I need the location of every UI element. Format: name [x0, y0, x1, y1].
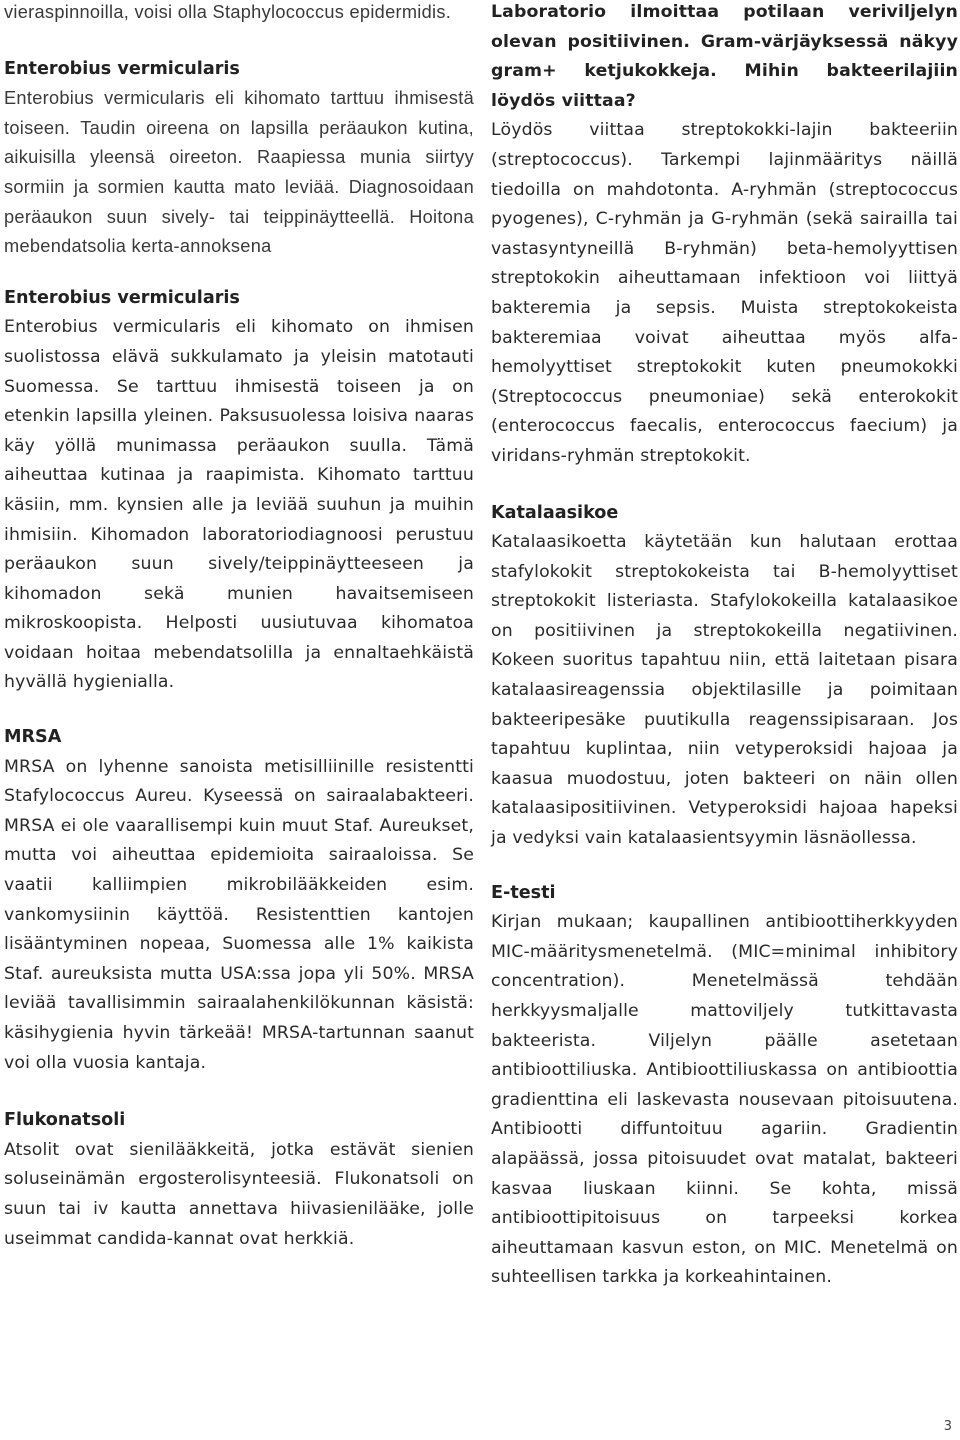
section-heading: E-testi [491, 882, 556, 903]
section-heading: Enterobius vermicularis [4, 287, 240, 308]
section-text: Kirjan mukaan; kaupallinen antibioottiherkkyyden MIC-määritysmenetelmä. (MIC=minimal inhibitory concentration). Menetelmässä tehdään herkkyysmaljalle mattoviljely tutkittavasta bakteerista. Viljelyn päälle asetetaan antibioottiliuska. Antibioottiliuskassa on antibioottia gradienttina eli laskevasta nousevaan pitoisuutena. Antibiootti diffuntoituu agariin. Gradientin alapäässä, jossa pitoisuudet ovat matalat, bakteeri kasvaa liuskaan kiinni. Se kohta, missä antibioottipitoisuus on tarpeeksi korkea aiheuttamaan kasvun eston, on MIC. Menetelmä on suhteellisen tarkka ja korkeahintainen. [491, 912, 958, 1288]
intro-fragment-block [4, 0, 474, 28]
section-text: Enterobius vermicularis eli kihomato tarttuu ihmisestä toiseen. Taudin oireena on lapsilla peräaukon kutina, aikuisilla yleensä oireeton. Raapiessa munia siirtyy sormiin ja sormien kautta mato leviää. Diagnosoidaan peräaukon suun sively- tai teippinäytteellä. Hoitona mebendatsolia kerta-annoksena [4, 88, 474, 257]
section-mrsa [4, 723, 474, 1078]
section-text: MRSA on lyhenne sanoista metisilliinille resistentti Stafylococcus Aureu. Kyseessä on sairaalabakteeri. MRSA ei ole vaarallisempi kuin muut Staf. Aureukset, mutta voi aiheuttaa epidemioita sairaaloissa. Se vaatii kalliimpien mikrobilääkkeiden esim. vankomysiinin käyttöä. Resistenttien kantojen lisääntyminen nopeaa, Suomessa alle 1% kaikista Staf. aureuksista mutta USA:ssa jopa yli 50%. MRSA leviää tavallisimmin sairaalahenkilökunnan käsistä: käsihygienia hyvin tärkeää! MRSA-tartunnan saanut voi olla vuosia kantaja. [4, 756, 474, 1073]
section-katalaasikoe [491, 499, 958, 854]
section-heading: Enterobius vermicularis [4, 58, 240, 79]
case-question: Laboratorio ilmoittaa potilaan veriviljelyn olevan positiivinen. Gram-värjäyksessä näkyy gram+ ketjukokkeja. Mihin bakteerilajiin löydös viittaa? [491, 2, 958, 111]
right-column [491, 0, 958, 1288]
section-text: Enterobius vermicularis eli kihomato on ihmisen suolistossa elävä sukkulamato ja yleisin matotauti Suomessa. Se tarttuu ihmisestä toiseen ja on etenkin lapsilla yleinen. Paksusuolessa loisiva naaras käy yöllä munimassa peräaukon suulla. Tämä aiheuttaa kutinaa ja raapimista. Kihomato tarttuu käsiin, mm. kynsien alle ja leviää suuhun ja muihin ihmisiin. Kihomadon laboratoriodiagnoosi perustuu peräaukon suun sively/teippinäytteeseen ja kihomadon sekä munien havaitsemiseen mikroskoopista. Helposti uusiutuvaa kihomatoa voidaan hoitaa mebendatsolilla ja ennaltaehkäistä hyvällä hygienialla. [4, 317, 474, 693]
section-flukonatsoli [4, 1106, 474, 1254]
section-e-testi [491, 879, 958, 1293]
intro-fragment: vieraspinnoilla, voisi olla Staphylococcus epidermidis. [4, 2, 452, 22]
section-heading: MRSA [4, 727, 62, 748]
section-enterobius-1 [4, 55, 474, 262]
section-heading: Katalaasikoe [491, 502, 619, 523]
section-text: Katalaasikoetta käytetään kun halutaan erottaa stafylokokit streptokokeista tai B-hemolyyttiset streptokokit listeriasta. Stafylokokeilla katalaasikoe on positiivinen ja streptokokeilla negatiivinen. Kokeen suoritus tapahtuu niin, että laitetaan pisara katalaasireagenssia objektilasille ja poimitaan bakteeripesäke puutikulla reagenssipisaraan. Jos tapahtuu kuplintaa, niin vetyperoksidi hajoaa ja kaasua muodostuu, joten bakteeri on näin ollen katalaasipositiivinen. Vetyperoksidi hajoaa hapeksi ja vedyksi vain katalaasientsyymin läsnäollessa. [491, 532, 958, 849]
left-column [4, 0, 474, 1249]
case-question-block [491, 0, 958, 472]
section-text: Atsolit ovat sienilääkkeitä, jotka estävät sienien soluseinämän ergosterolisynteesiä. Flukonatsoli on suun tai iv kautta annettava hiivasienilääke, jolle useimmat candida-kannat ovat herkkiä. [4, 1139, 474, 1249]
section-heading: Flukonatsoli [4, 1110, 126, 1131]
page-number: 3 [943, 1419, 952, 1434]
case-answer: Löydös viittaa streptokokki-lajin bakteeriin (streptococcus). Tarkempi lajinmääritys näillä tiedoilla on mahdotonta. A-ryhmän (streptococcus pyogenes), C-ryhmän ja G-ryhmän (sekä sairailla tai vastasyntyneillä B-ryhmän) beta-hemolyyttisen streptokokin aiheuttamaan infektioon voi liittyä bakteremia ja sepsis. Muista streptokokeista bakteremiaa voivat aiheuttaa myös alfa-hemolyyttiset streptokokit kuten pneumokokki (Streptococcus pneumoniae) sekä enterokokit (enterococcus faecalis, enterococcus faecium) ja viridans-ryhmän streptokokit. [491, 120, 958, 466]
section-enterobius-2 [4, 284, 474, 698]
